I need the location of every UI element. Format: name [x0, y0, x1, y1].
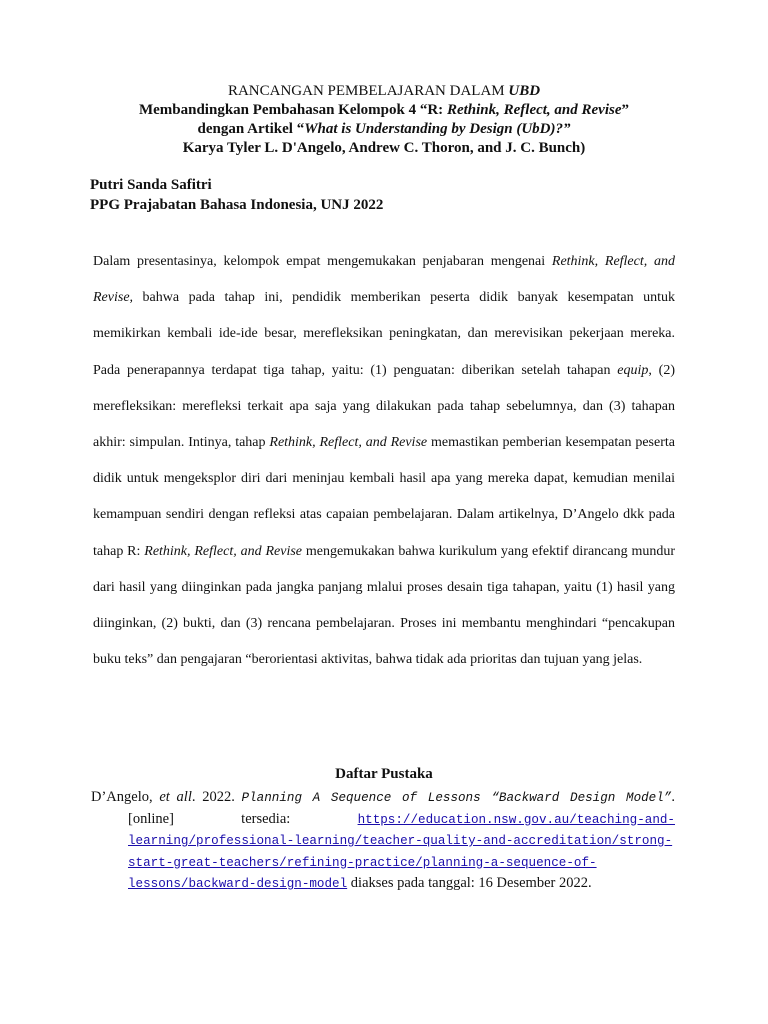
title-line-2: Membandingkan Pembahasan Kelompok 4 “R: Rethink, Reflect, and Revise” [138, 102, 630, 118]
references-heading: Daftar Pustaka [335, 766, 433, 782]
author-affiliation: PPG Prajabatan Bahasa Indonesia, UNJ 2022 [90, 197, 384, 213]
title-line-3: dengan Artikel “What is Understanding by Design (UbD)?” [197, 121, 571, 137]
title-line-4: Karya Tyler L. D'Angelo, Andrew C. Thoron, and J. C. Bunch) [182, 140, 586, 156]
title-line-1: RANCANGAN PEMBELAJARAN DALAM UBD [227, 83, 541, 99]
author-name: Putri Sanda Safitri [90, 177, 212, 193]
reference-title: Planning A Sequence of Lessons “Backward Design Model” [241, 791, 672, 805]
document-title [80, 82, 688, 158]
body-paragraph: Dalam presentasinya, kelompok empat mengemukakan penjabaran mengenai Rethink, Reflect, and Revise, bahwa pada tahap ini, pendidik memberikan peserta didik banyak kesempatan untuk memikirkan kembali ide-ide besar, merefleksikan peningkatan, dan merevisikan pekerjaan mereka. Pada penerapannya terdapat tiga tahap, yaitu: (1) penguatan: diberikan setelah tahapan equip, (2) merefleksikan: merefleksi terkait apa saja yang dilakukan pada tahap sebelumnya, dan (3) tahapan akhir: simpulan. Intinya, tahap Rethink, Reflect, and Revise memastikan pemberian kesempatan peserta didik untuk mengeksplor diri dari meninjau kembali hasil apa yang mereka dapat, kemudian menilai kemampuan sendiri dengan refleksi atas capaian pembelajaran. Dalam artikelnya, D’Angelo dkk pada tahap R: Rethink, Reflect, and Revise mengemukakan bahwa kurikulum yang efektif dirancang mundur dari hasil yang diinginkan pada jangka panjang mlalui proses desain tiga tahapan, yaitu (1) hasil yang diinginkan, (2) bukti, dan (3) rencana pembelajaran. Proses ini membantu menghindari “pencakupan buku teks” dan pengajaran “berorientasi aktivitas, bahwa tidak ada prioritas dan tujuan yang jelas. [93, 254, 676, 668]
reference-link[interactable]: https://education.nsw.gov.au/teaching-and-learning/professional-learning/teacher-quality-and-accreditation/strong-start-great-teachers/refining-practice/planning-a-sequence-of-lessons/backward-design-model [128, 812, 675, 891]
author-block [90, 175, 383, 215]
reference-entry: D’Angelo, et all. 2022. Planning A Sequence of Lessons “Backward Design Model”. [online] tersedia: https://education.nsw.gov.au/teaching-and-learning/professional-learning/teacher-quality-and-accreditation/strong-start-great-teachers/refining-practice/planning-a-sequence-of-lessons/backward-design-model diakses pada tanggal: 16 Desember 2022. [91, 789, 675, 891]
